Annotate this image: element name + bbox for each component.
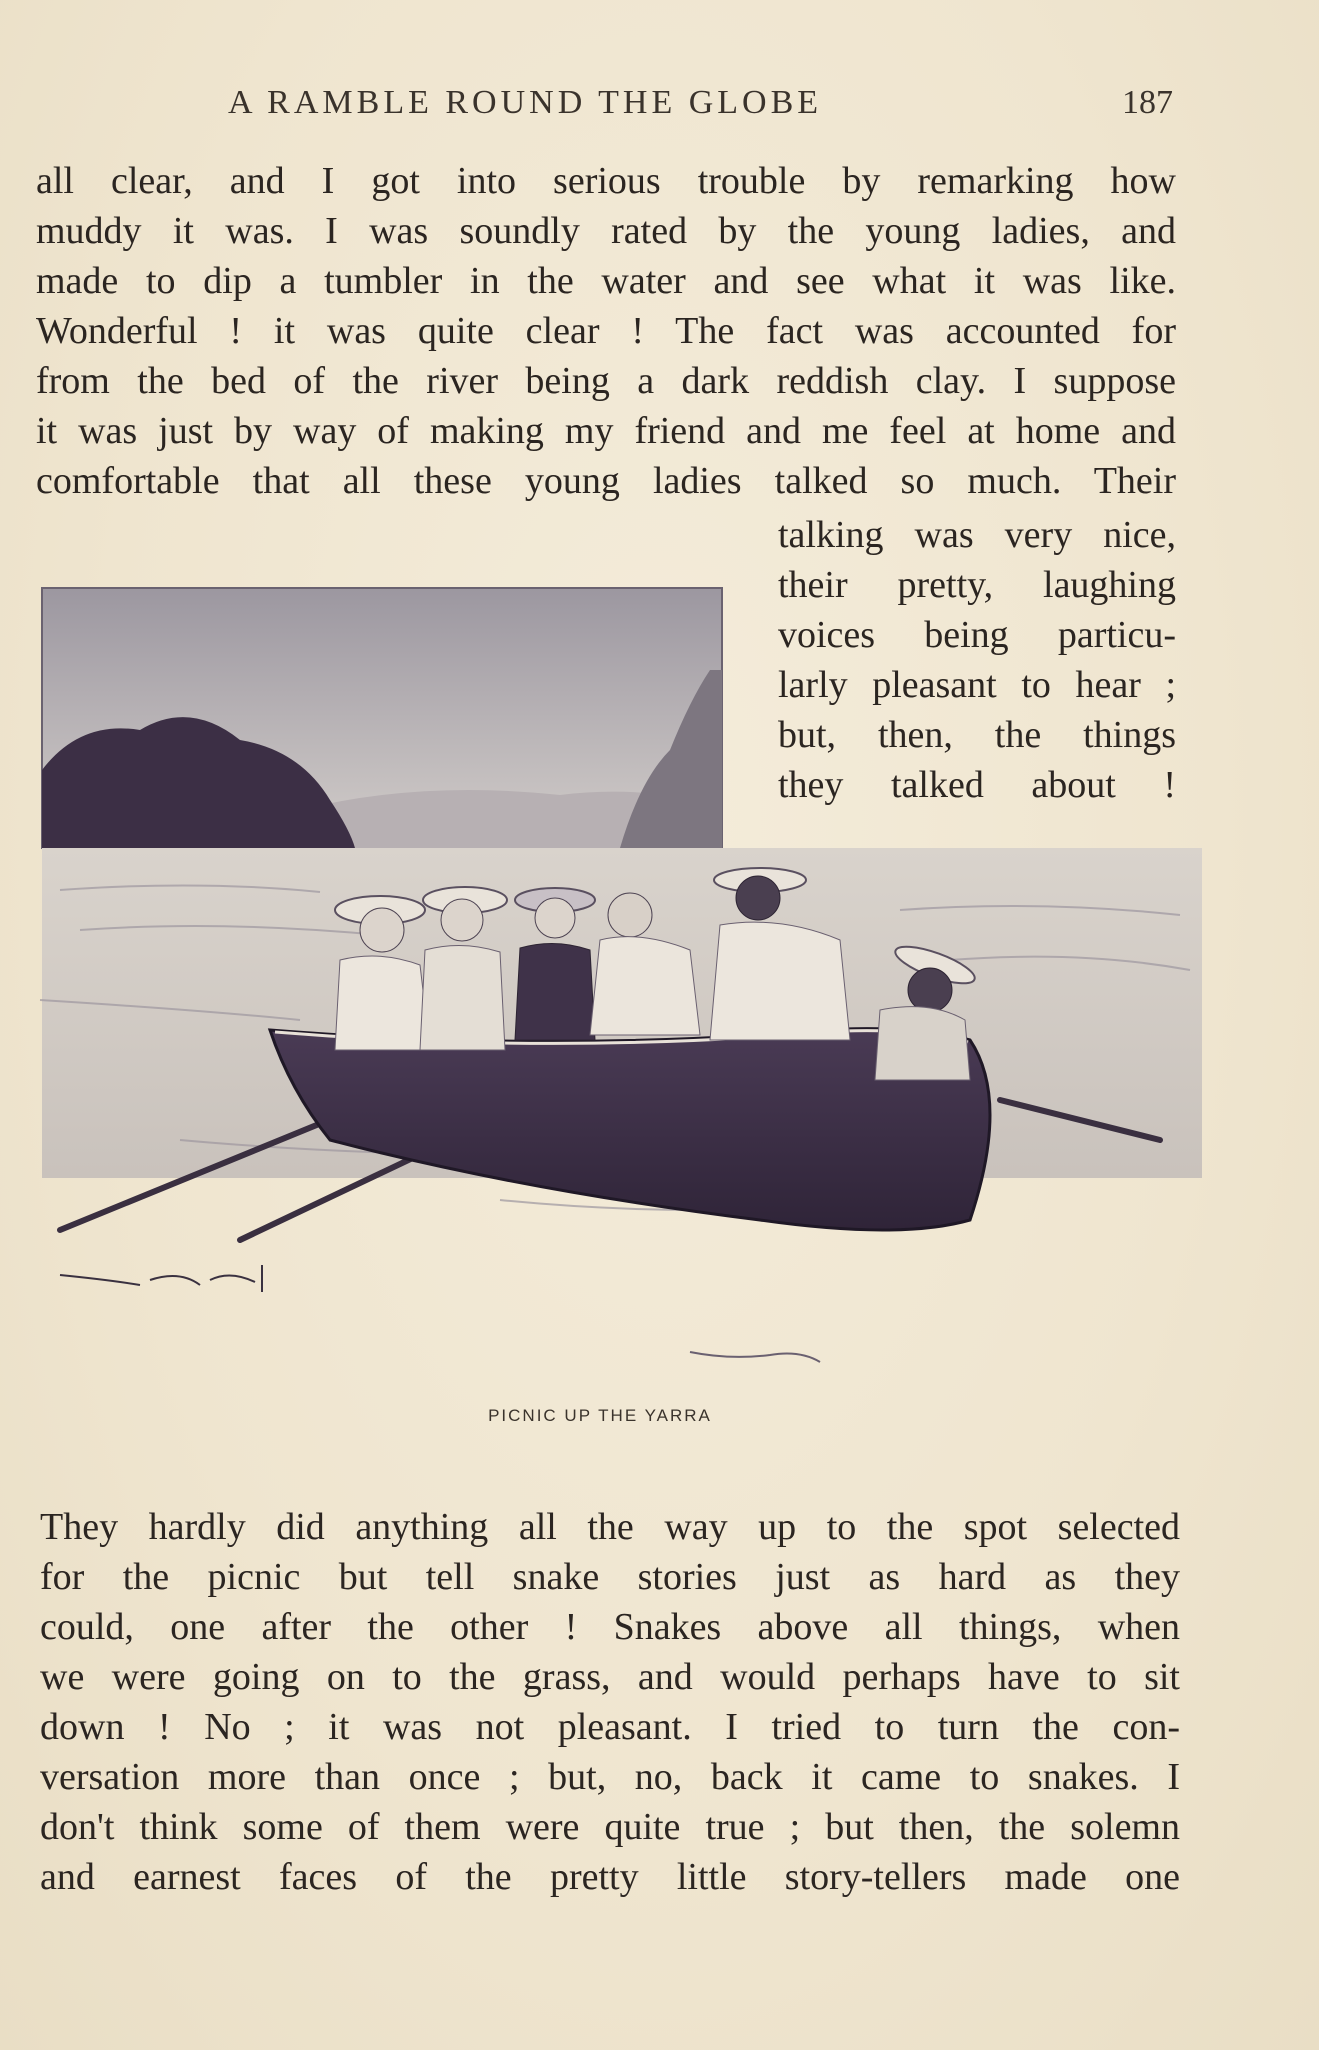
text-line: They hardly did anything all the way up to the spot selected bbox=[40, 1506, 1180, 1548]
lady-1 bbox=[335, 896, 430, 1050]
text-line: comfortable that all these young ladies talked so much. Their bbox=[36, 460, 1176, 502]
text-line: talking was very nice, bbox=[778, 514, 1176, 556]
text-line: and earnest faces of the pretty little story-tellers made one bbox=[40, 1856, 1180, 1898]
text-line: larly pleasant to hear ; bbox=[778, 664, 1176, 706]
text-line: they talked about ! bbox=[778, 764, 1176, 806]
text-line: but, then, the things bbox=[778, 714, 1176, 756]
text-line: don't think some of them were quite true ; but then, the solemn bbox=[40, 1806, 1180, 1848]
text-line: from the bed of the river being a dark reddish clay. I suppose bbox=[36, 360, 1176, 402]
text-line: down ! No ; it was not pleasant. I tried to turn the con- bbox=[40, 1706, 1180, 1748]
paragraph-top bbox=[36, 156, 1176, 506]
text-line: made to dip a tumbler in the water and see what it was like. bbox=[36, 260, 1176, 302]
text-line: it was just by way of making my friend and me feel at home and bbox=[36, 410, 1176, 452]
text-line: their pretty, laughing bbox=[778, 564, 1176, 606]
text-line: versation more than once ; but, no, back it came to snakes. I bbox=[40, 1756, 1180, 1798]
artist-signature bbox=[60, 1265, 262, 1292]
illustration-caption: PICNIC UP THE YARRA bbox=[488, 1406, 712, 1425]
page-number: 187 bbox=[1122, 84, 1173, 121]
running-title: A RAMBLE ROUND THE GLOBE bbox=[228, 84, 823, 121]
text-line: all clear, and I got into serious trouble by remarking how bbox=[36, 160, 1176, 202]
text-line: we were going on to the grass, and would perhaps have to sit bbox=[40, 1656, 1180, 1698]
text-line: muddy it was. I was soundly rated by the young ladies, and bbox=[36, 210, 1176, 252]
engraver-mark bbox=[690, 1352, 820, 1362]
text-line: voices being particu- bbox=[778, 614, 1176, 656]
text-line: for the picnic but tell snake stories just as hard as they bbox=[40, 1556, 1180, 1598]
text-line: could, one after the other ! Snakes above all things, when bbox=[40, 1606, 1180, 1648]
illustration-rowing-boat bbox=[0, 580, 1240, 1380]
text-line: Wonderful ! it was quite clear ! The fact was accounted for bbox=[36, 310, 1176, 352]
paragraph-bottom bbox=[40, 1502, 1180, 1902]
